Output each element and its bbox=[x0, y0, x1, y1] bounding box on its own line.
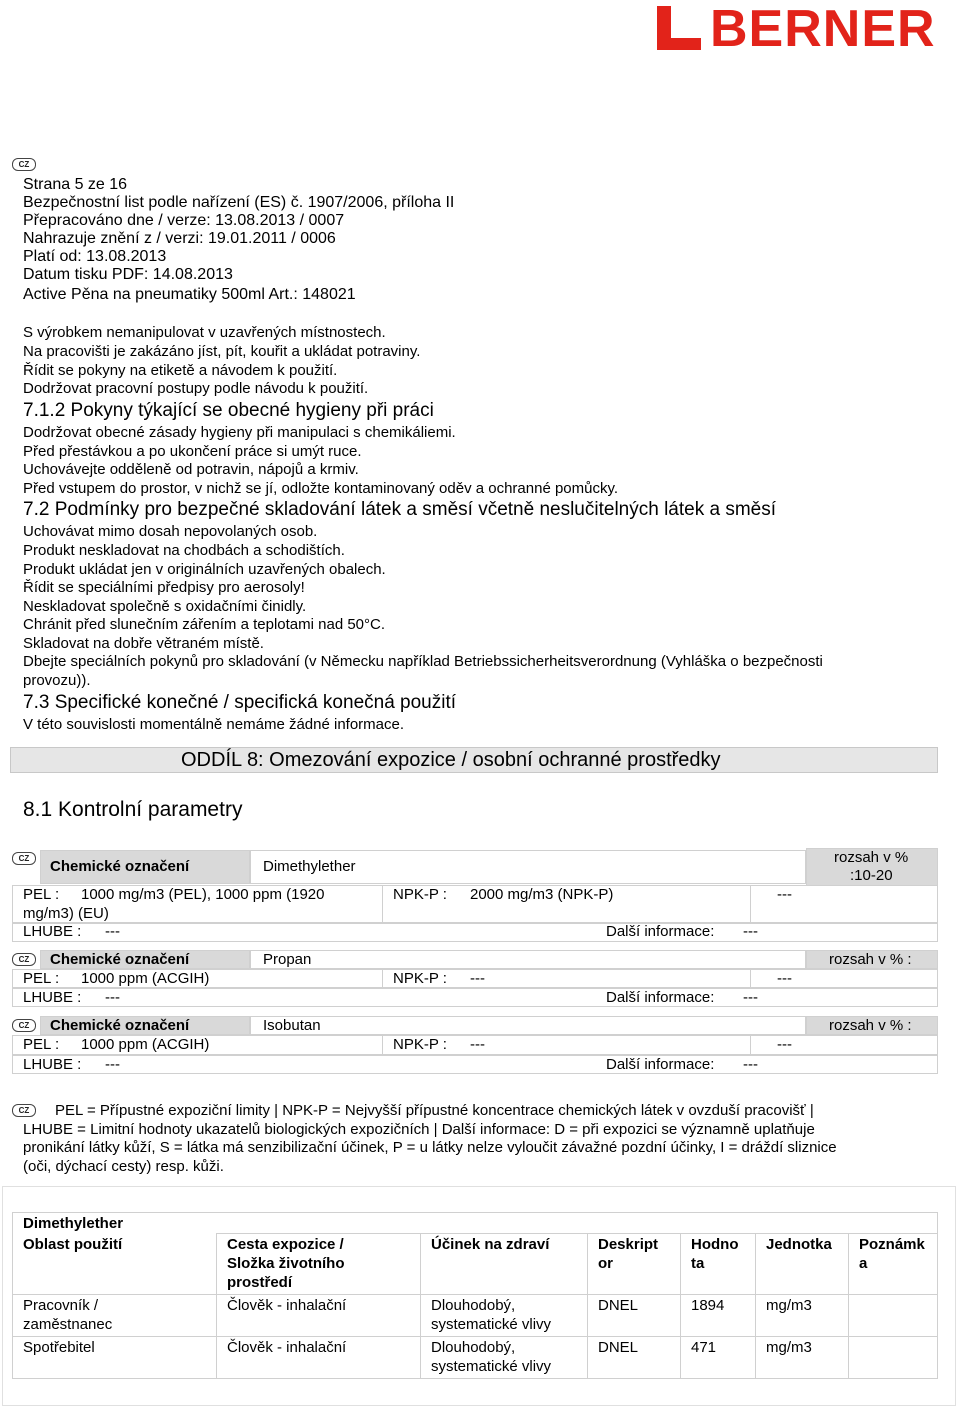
dnel-area: Spotřebitel bbox=[13, 1337, 217, 1379]
dnel-unit: mg/m3 bbox=[756, 1337, 849, 1379]
chem-label: Chemické označení bbox=[50, 858, 190, 875]
dnel-table bbox=[12, 1212, 938, 1379]
extra-value: --- bbox=[777, 970, 792, 987]
header-product: Active Pěna na pneumatiky 500ml Art.: 148021 bbox=[23, 286, 356, 303]
dnel-header-descriptor: Deskript or bbox=[588, 1234, 681, 1295]
dnel-row bbox=[13, 1295, 938, 1337]
pel-label: PEL : bbox=[23, 886, 60, 903]
chem-label: Chemické označení bbox=[50, 951, 190, 968]
section-8-title: ODDÍL 8: Omezování expozice / osobní ochranné prostředky bbox=[181, 749, 721, 771]
berner-logo bbox=[655, 0, 955, 58]
storage-text: Produkt ukládat jen v originálních uzavřených obalech. bbox=[23, 561, 386, 578]
berner-logo-mark-icon bbox=[655, 4, 707, 52]
info-value: --- bbox=[743, 989, 758, 1006]
info-label: Další informace: bbox=[606, 989, 715, 1006]
dnel-header-note: Poznámk a bbox=[849, 1234, 938, 1295]
storage-text: Chránit před slunečním zářením a teplotami nad 50°C. bbox=[23, 616, 386, 633]
header-revised: Přepracováno dne / verze: 13.08.2013 / 0007 bbox=[23, 212, 345, 229]
chem-name: Dimethylether bbox=[263, 858, 356, 875]
dnel-route: Člověk - inhalační bbox=[217, 1337, 421, 1379]
npk-label: NPK-P : bbox=[393, 886, 447, 903]
chem-label: Chemické označení bbox=[50, 1017, 190, 1034]
info-label: Další informace: bbox=[606, 1056, 715, 1073]
handling-text: Dodržovat pracovní postupy podle návodu k použití. bbox=[23, 380, 369, 397]
handling-text: Řídit se pokyny na etiketě a návodem k použití. bbox=[23, 362, 338, 379]
npk-label: NPK-P : bbox=[393, 970, 447, 987]
lhube-row bbox=[12, 988, 938, 1007]
handling-text: Na pracovišti je zakázáno jíst, pít, kouřit a ukládat potraviny. bbox=[23, 343, 421, 360]
dnel-note bbox=[849, 1295, 938, 1337]
dnel-note bbox=[849, 1337, 938, 1379]
chem-name-cell bbox=[250, 1016, 806, 1035]
hygiene-text: Před vstupem do prostor, v nichž se jí, odložte kontaminovaný oděv a ochranné pomůcky. bbox=[23, 480, 619, 497]
dnel-value: 471 bbox=[681, 1337, 756, 1379]
lhube-row bbox=[12, 923, 938, 942]
lhube-value: --- bbox=[105, 989, 120, 1006]
storage-text: Produkt neskladovat na chodbách a schodištích. bbox=[23, 542, 345, 559]
heading-7-1-2: 7.1.2 Pokyny týkající se obecné hygieny při práci bbox=[23, 400, 434, 421]
lhube-label: LHUBE : bbox=[23, 923, 82, 940]
hygiene-text: Uchovávejte odděleně od potravin, nápojů a krmiv. bbox=[23, 461, 359, 478]
hygiene-text: Dodržovat obecné zásady hygieny při manipulaci s chemikáliemi. bbox=[23, 424, 456, 441]
info-value: --- bbox=[743, 1056, 758, 1073]
dnel-descriptor: DNEL bbox=[588, 1295, 681, 1337]
pel-label: PEL : bbox=[23, 1036, 60, 1053]
pel-value: 1000 ppm (ACGIH) bbox=[81, 970, 210, 987]
dnel-header-effect: Účinek na zdraví bbox=[421, 1234, 588, 1295]
dnel-header-value: Hodno ta bbox=[681, 1234, 756, 1295]
lhube-label: LHUBE : bbox=[23, 989, 82, 1006]
pel-value-cont: mg/m3) (EU) bbox=[23, 905, 109, 922]
country-cz-icon: CZ bbox=[12, 1104, 36, 1117]
heading-7-3: 7.3 Specifické konečné / specifická konečná použití bbox=[23, 692, 457, 713]
lhube-value: --- bbox=[105, 1056, 120, 1073]
specific-use-text: V této souvislosti momentálně nemáme žádné informace. bbox=[23, 716, 405, 733]
dnel-header-area: Oblast použití bbox=[13, 1234, 217, 1295]
dnel-row bbox=[13, 1337, 938, 1379]
pel-value: 1000 mg/m3 (PEL), 1000 ppm (1920 bbox=[81, 886, 325, 903]
storage-text: Řídit se speciálními předpisy pro aerosoly! bbox=[23, 579, 305, 596]
berner-logo-text: BERNER bbox=[710, 0, 936, 58]
header-regulation: Bezpečnostní list podle nařízení (ES) č. 1907/2006, příloha II bbox=[23, 194, 455, 211]
npk-value: --- bbox=[470, 970, 485, 987]
country-cz-icon: CZ bbox=[12, 852, 36, 865]
chem-name-cell bbox=[250, 950, 806, 969]
legend-text: pronikání látky kůží, S = látka má senzibilizační účinek, P = u látky nelze vyloučit závažné pozdní účinky, I = dráždí sliznice bbox=[23, 1139, 837, 1156]
info-label: Další informace: bbox=[606, 923, 715, 940]
heading-7-2: 7.2 Podmínky pro bezpečné skladování látek a směsí včetně neslučitelných látek a směsí bbox=[23, 499, 777, 520]
legend-text: LHUBE = Limitní hodnoty ukazatelů biologických expozičních | Další informace: D = při expozici se významně uplatňuje bbox=[23, 1121, 815, 1138]
info-value: --- bbox=[743, 923, 758, 940]
handling-text: S výrobkem nemanipulovat v uzavřených místnostech. bbox=[23, 324, 386, 341]
country-cz-icon: CZ bbox=[12, 953, 36, 966]
dnel-descriptor: DNEL bbox=[588, 1337, 681, 1379]
section-8-header bbox=[10, 747, 938, 773]
extra-value: --- bbox=[777, 1036, 792, 1053]
pel-value: 1000 ppm (ACGIH) bbox=[81, 1036, 210, 1053]
hygiene-text: Před přestávkou a po ukončení práce si umýt ruce. bbox=[23, 443, 362, 460]
range-label: rozsah v % : bbox=[829, 1017, 912, 1034]
range-label: rozsah v % bbox=[834, 849, 909, 866]
header-print-date: Datum tisku PDF: 14.08.2013 bbox=[23, 266, 233, 283]
extra-value: --- bbox=[777, 886, 792, 903]
chem-name: Propan bbox=[263, 951, 312, 968]
header-page: Strana 5 ze 16 bbox=[23, 176, 128, 193]
storage-text: provozu)). bbox=[23, 672, 91, 689]
npk-label: NPK-P : bbox=[393, 1036, 447, 1053]
header-replaces: Nahrazuje znění z / verzi: 19.01.2011 / 0006 bbox=[23, 230, 336, 247]
storage-text: Dbejte speciálních pokynů pro skladování (v Německu například Betriebssicherheitsverordnung (Vyhláška o bezpečnosti bbox=[23, 653, 823, 670]
lhube-label: LHUBE : bbox=[23, 1056, 82, 1073]
npk-value: --- bbox=[470, 1036, 485, 1053]
dnel-header-route: Cesta expozice / Složka životního prostředí bbox=[217, 1234, 421, 1295]
dnel-effect: Dlouhodobý, systematické vlivy bbox=[421, 1295, 588, 1337]
legend-text: (oči, dýchací cesty) resp. kůži. bbox=[23, 1158, 224, 1175]
dnel-header-row bbox=[13, 1234, 938, 1295]
dnel-header-unit: Jednotka bbox=[756, 1234, 849, 1295]
dnel-substance: Dimethylether bbox=[13, 1213, 938, 1234]
storage-text: Skladovat na dobře větraném místě. bbox=[23, 635, 264, 652]
storage-text: Neskladovat společně s oxidačními činidly. bbox=[23, 598, 307, 615]
dnel-area: Pracovník / zaměstnanec bbox=[13, 1295, 217, 1337]
chem-name: Isobutan bbox=[263, 1017, 321, 1034]
dnel-substance-row bbox=[13, 1213, 938, 1234]
dnel-effect: Dlouhodobý, systematické vlivy bbox=[421, 1337, 588, 1379]
pel-label: PEL : bbox=[23, 970, 60, 987]
dnel-unit: mg/m3 bbox=[756, 1295, 849, 1337]
storage-text: Uchovávat mimo dosah nepovolaných osob. bbox=[23, 523, 318, 540]
range-label: rozsah v % : bbox=[829, 951, 912, 968]
lhube-row bbox=[12, 1055, 938, 1074]
npk-value: 2000 mg/m3 (NPK-P) bbox=[470, 886, 614, 903]
header-valid-from: Platí od: 13.08.2013 bbox=[23, 248, 167, 265]
subsection-8-1-title: 8.1 Kontrolní parametry bbox=[23, 798, 243, 821]
legend-text: PEL = Přípustné expoziční limity | NPK-P = Nejvyšší přípustné koncentrace chemických látek v ovzduší pracovišť | bbox=[55, 1102, 814, 1119]
dnel-value: 1894 bbox=[681, 1295, 756, 1337]
range-value: :10-20 bbox=[850, 867, 893, 884]
dnel-route: Člověk - inhalační bbox=[217, 1295, 421, 1337]
lhube-value: --- bbox=[105, 923, 120, 940]
country-cz-icon: CZ bbox=[12, 158, 36, 171]
country-cz-icon: CZ bbox=[12, 1019, 36, 1032]
